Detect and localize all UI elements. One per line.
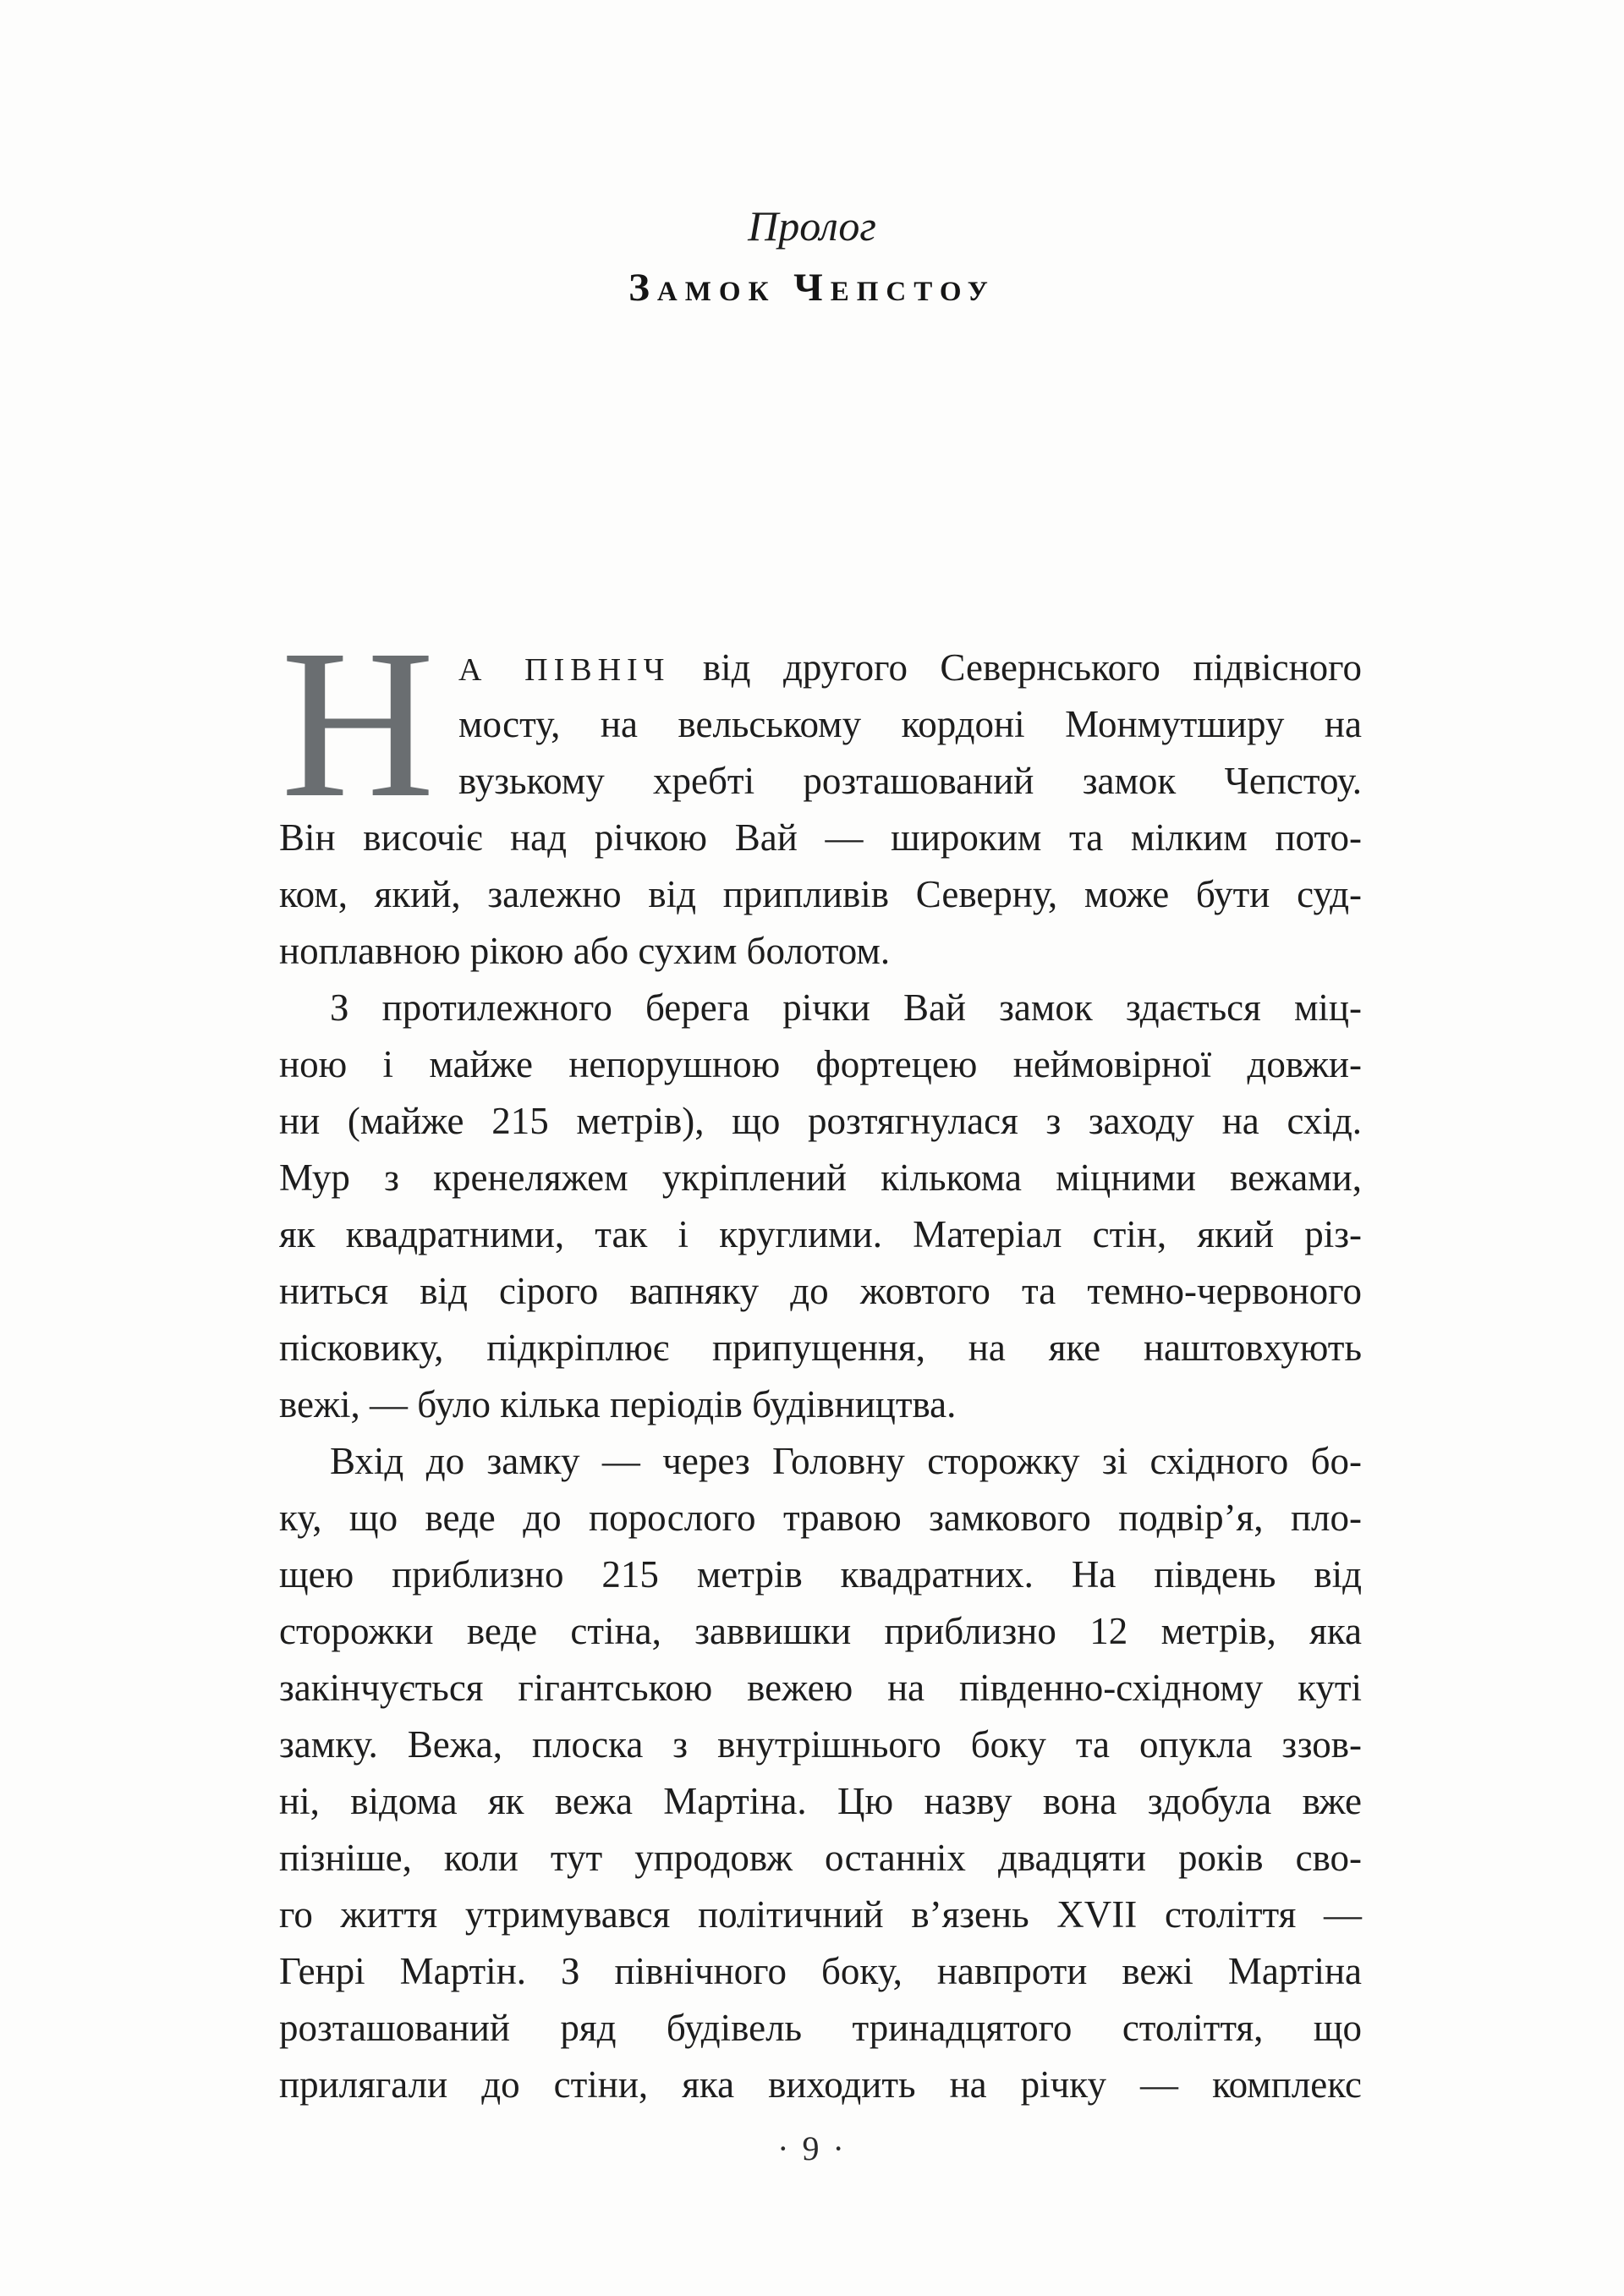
- text-line: вежі, — було кілька періодів будівництва.: [279, 1383, 957, 1425]
- text-line: вузькому хребті розташований замок Чепстоу.: [458, 760, 1362, 802]
- text-line: ні, відома як вежа Мартіна. Цю назву вона здобула вже: [279, 1780, 1362, 1822]
- text-line: щею приблизно 215 метрів квадратних. На південь від: [279, 1553, 1362, 1596]
- paragraph: [279, 1433, 1362, 2113]
- text-line: Генрі Мартін. З північного боку, навпроти вежі Мартіна: [279, 1950, 1362, 1992]
- text-line: Вхід до замку — через Головну сторожку зі східного бо-: [330, 1440, 1362, 1482]
- paragraph: [279, 980, 1362, 1433]
- paragraph: [279, 605, 1362, 980]
- text-line: ком, який, залежно від припливів Северну, може бути суд-: [279, 873, 1362, 915]
- text-line: закінчується гігантською вежею на південно-східному куті: [279, 1667, 1362, 1709]
- text-line: го життя утримувався політичний в’язень XVII століття —: [279, 1893, 1362, 1936]
- text-line: як квадратними, так і круглими. Матеріал стін, який різ-: [279, 1213, 1362, 1255]
- page-number: · 9 ·: [777, 2129, 847, 2167]
- dropcap-letter: Н: [281, 605, 435, 842]
- text-line: ноплавною рікою або сухим болотом.: [279, 930, 891, 972]
- text-line: ни (майже 215 метрів), що розтягнулася з заходу на схід.: [279, 1100, 1362, 1142]
- text-line: сторожки веде стіна, заввишки приблизно 12 метрів, яка: [279, 1610, 1362, 1652]
- text-line: ку, що веде до порослого травою замкового подвір’я, пло-: [279, 1497, 1362, 1539]
- text-line: пісковику, підкріплює припущення, на яке наштовхують: [279, 1327, 1362, 1369]
- text-line: прилягали до стіни, яка виходить на річку — комплекс: [279, 2063, 1362, 2106]
- text-line: пізніше, коли тут упродовж останніх двадцяти років сво-: [279, 1837, 1362, 1879]
- text-line: мосту, на вельському кордоні Монмутширу на: [458, 703, 1362, 745]
- body-text: [279, 605, 1362, 2113]
- lead-smallcaps: А ПІВНІЧ: [458, 652, 671, 688]
- text-line: замку. Вежа, плоска з внутрішнього боку та опукла ззов-: [279, 1723, 1362, 1766]
- text-line: А ПІВНІЧ від другого Севернського підвісного: [458, 646, 1362, 689]
- text-line: ниться від сірого вапняку до жовтого та темно-червоного: [279, 1270, 1362, 1312]
- text-line: ною і майже непорушною фортецею неймовірної довжи-: [279, 1043, 1362, 1085]
- chapter-title: Замок Чепстоу: [628, 266, 996, 310]
- text-line: Він височіє над річкою Вай — широким та мілким пото-: [279, 816, 1362, 859]
- text-line: розташований ряд будівель тринадцятого століття, що: [279, 2007, 1362, 2049]
- text-line: Мур з кренеляжем укріплений кількома міцними вежами,: [279, 1156, 1362, 1199]
- text-line: З протилежного берега річки Вай замок здається міц-: [330, 986, 1362, 1029]
- title-area: [0, 201, 1624, 311]
- prologue-label: Пролог: [748, 202, 876, 250]
